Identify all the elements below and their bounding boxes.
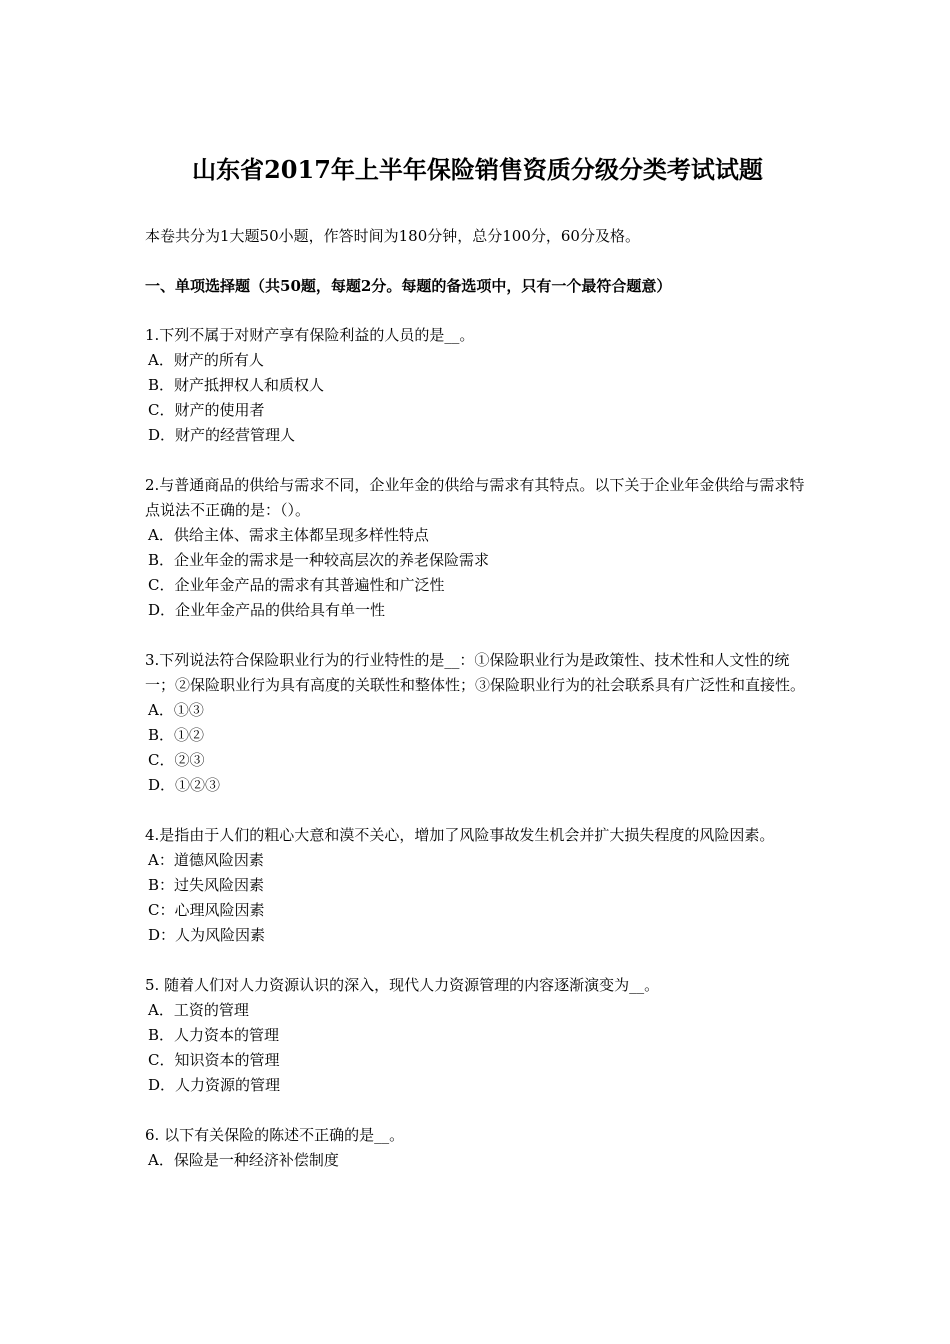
question-stem: 4.是指由于人们的粗心大意和漠不关心，增加了风险事故发生机会并扩大损失程度的风险因素。 [145,826,775,844]
document-title: 山东省2017年上半年保险销售资质分级分类考试试题 [192,155,763,184]
answer-option-a: A．供给主体、需求主体都呈现多样性特点 [148,526,429,544]
question-2 [145,473,810,623]
answer-option-a: A：道德风险因素 [148,851,264,869]
question-stem: 6. 以下有关保险的陈述不正确的是__。 [145,1126,405,1144]
answer-option-c: C．企业年金产品的需求有其普遍性和广泛性 [148,576,445,594]
answer-option-d: D．人力资源的管理 [148,1076,281,1094]
question-list [145,323,810,1198]
question-stem: 2.与普通商品的供给与需求不同，企业年金的供给与需求有其特点。以下关于企业年金供给与需求特点说法不正确的是：（）。 [145,476,805,519]
answer-option-b: B．企业年金的需求是一种较高层次的养老保险需求 [148,551,490,569]
answer-option-d: D．企业年金产品的供给具有单一性 [148,601,386,619]
exam-instructions: 本卷共分为1大题50小题，作答时间为180分钟，总分100分，60分及格。 [145,227,640,245]
answer-option-c: C．知识资本的管理 [148,1051,280,1069]
answer-option-a: A．工资的管理 [148,1001,249,1019]
section-heading: 一、单项选择题（共50题，每题2分。每题的备选项中，只有一个最符合题意） [145,277,672,295]
answer-option-b: B：过失风险因素 [148,876,265,894]
answer-option-b: B．①② [148,726,205,744]
question-5 [145,973,810,1098]
answer-option-b: B．财产抵押权人和质权人 [148,376,325,394]
question-stem: 1.下列不属于对财产享有保险利益的人员的是__。 [145,326,475,344]
answer-option-d: D．①②③ [148,776,221,794]
answer-option-b: B．人力资本的管理 [148,1026,280,1044]
question-6 [145,1123,810,1173]
question-3 [145,648,810,798]
answer-option-d: D．财产的经营管理人 [148,426,296,444]
answer-option-c: C．②③ [148,751,205,769]
answer-option-c: C：心理风险因素 [148,901,265,919]
answer-option-a: A．财产的所有人 [148,351,264,369]
answer-option-c: C．财产的使用者 [148,401,265,419]
question-1 [145,323,810,448]
answer-option-a: A．①③ [148,701,204,719]
question-stem: 3.下列说法符合保险职业行为的行业特性的是__：①保险职业行为是政策性、技术性和人文性的统一；②保险职业行为具有高度的关联性和整体性；③保险职业行为的社会联系具有广泛性和直接性。 [145,651,806,694]
question-4 [145,823,810,948]
question-stem: 5. 随着人们对人力资源认识的深入，现代人力资源管理的内容逐渐演变为__。 [145,976,660,994]
answer-option-d: D：人为风险因素 [148,926,266,944]
answer-option-a: A．保险是一种经济补偿制度 [148,1151,339,1169]
